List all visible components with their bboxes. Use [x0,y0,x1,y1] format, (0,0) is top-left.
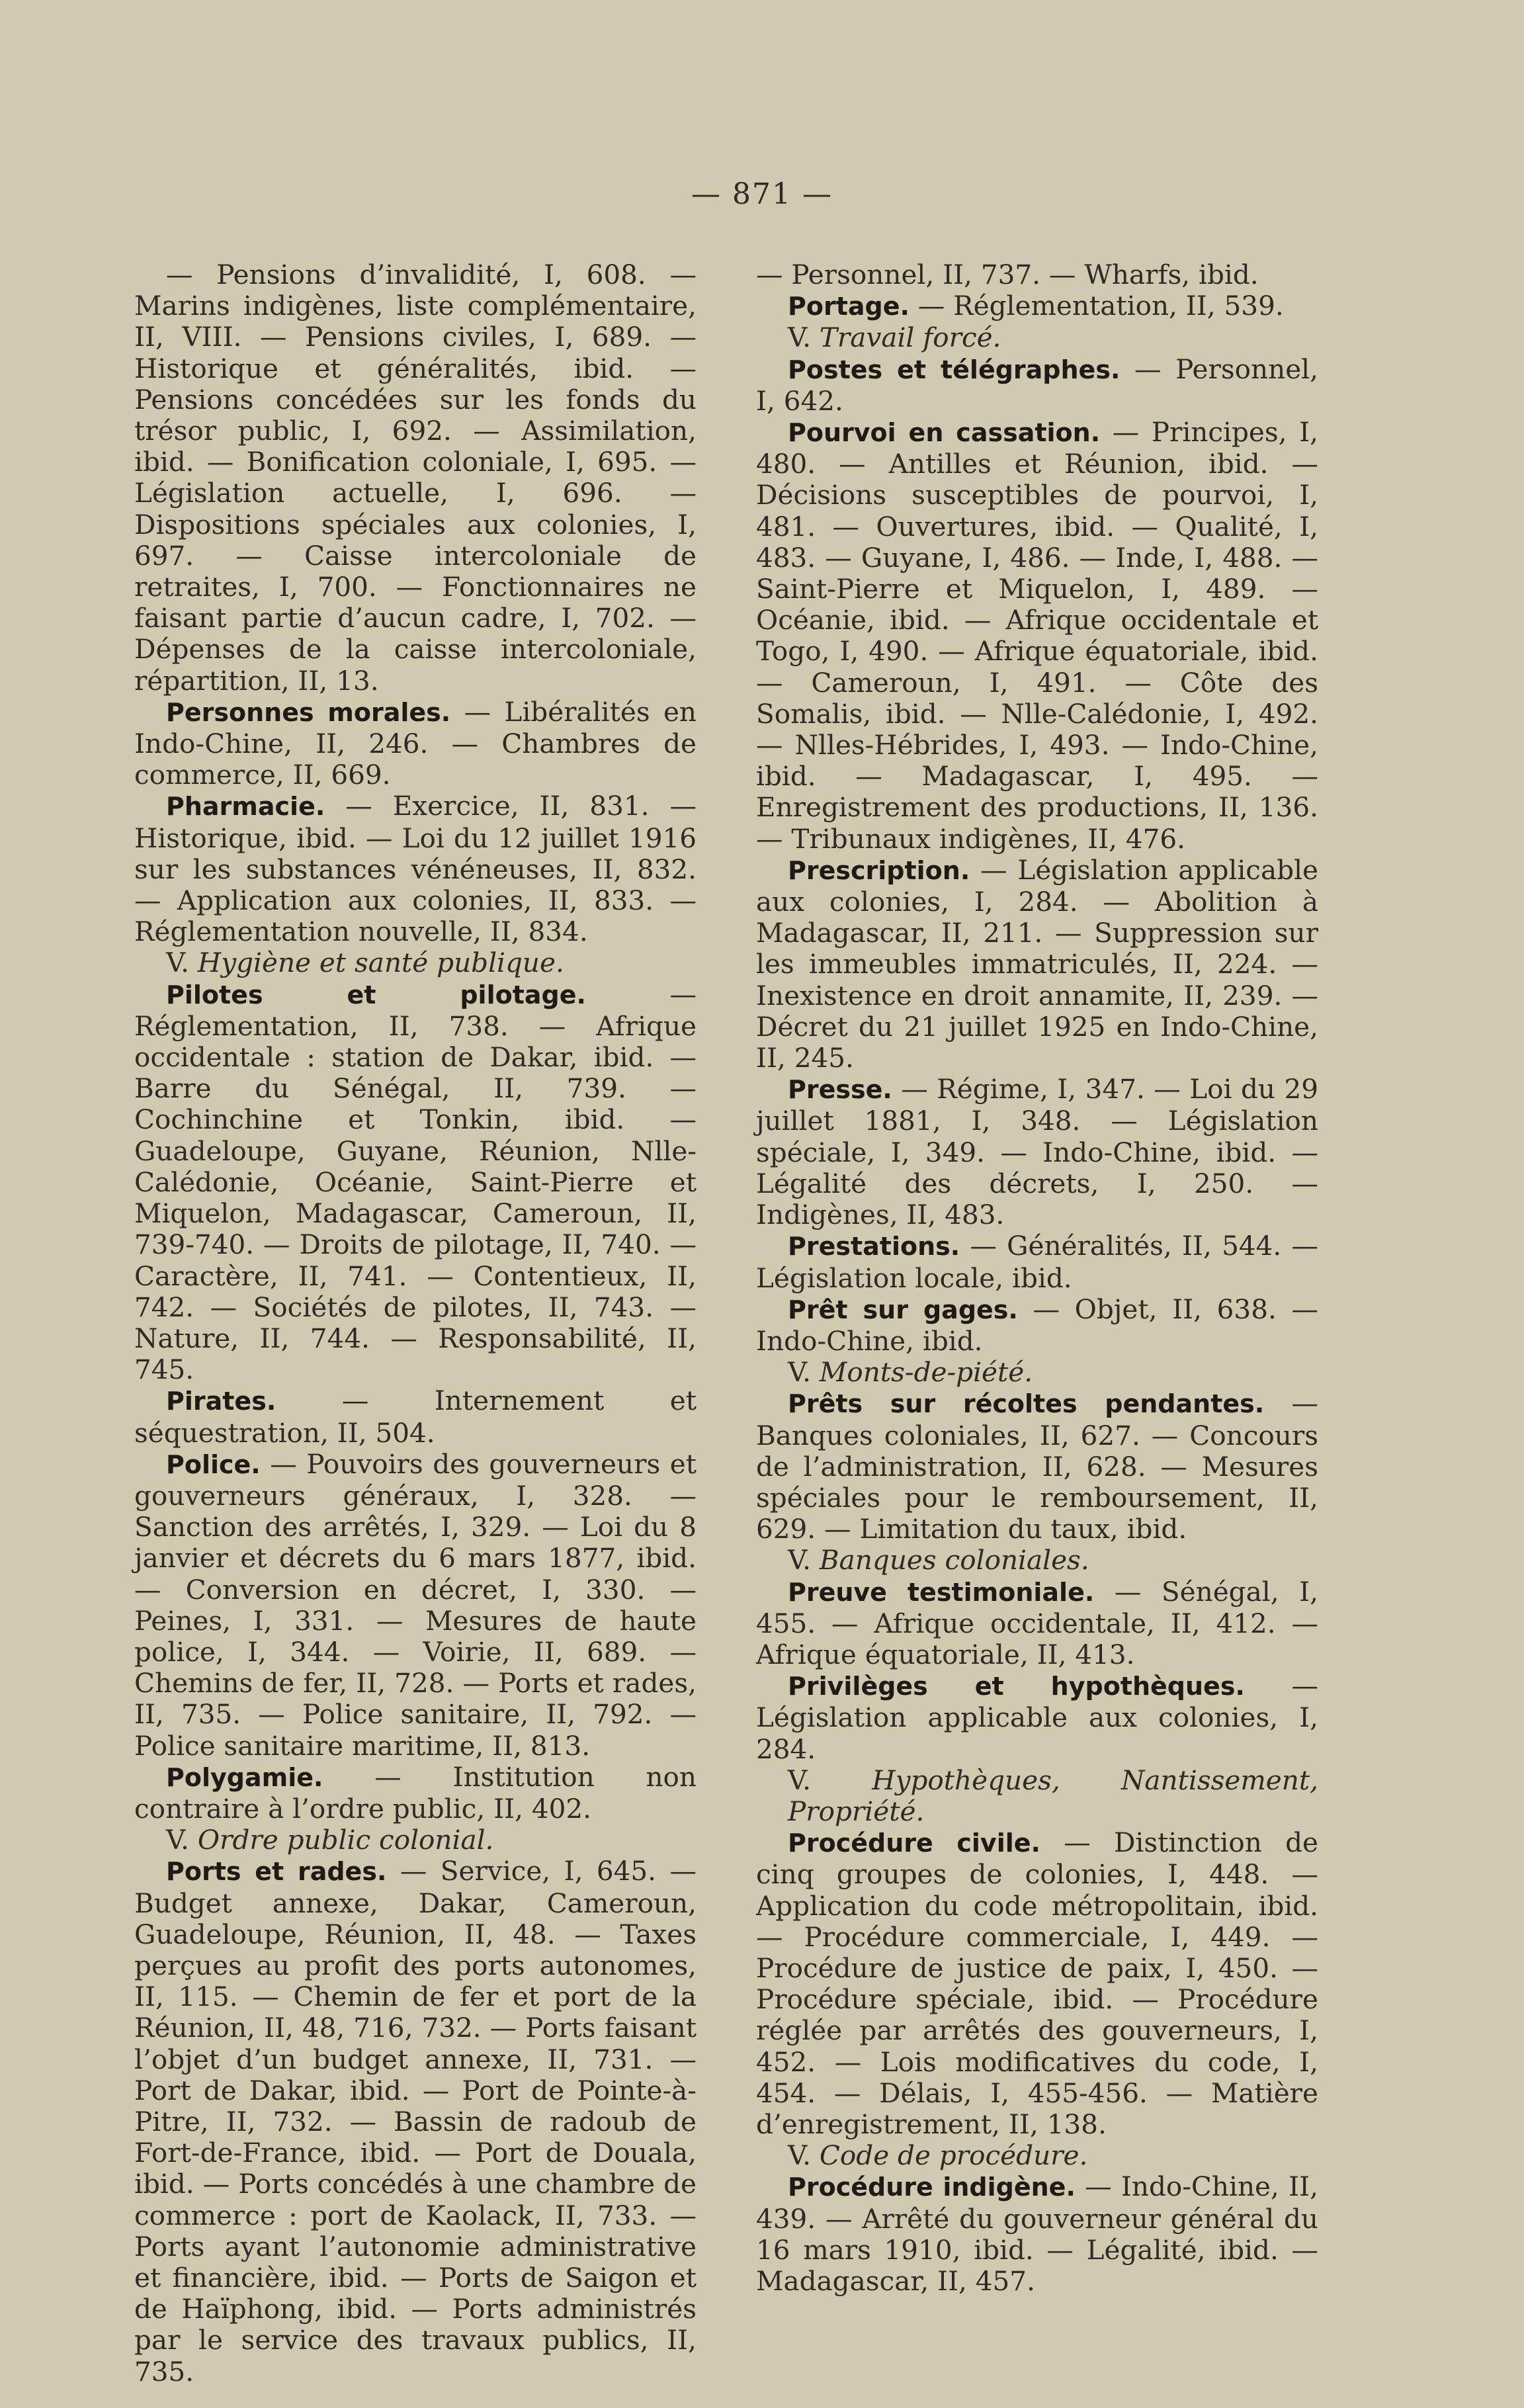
page-number: — 871 — [691,177,833,211]
entry-text: — Institution non contraire à l’ordre public, II, 402. [134,1760,697,1825]
entry-term: Pilotes et pilotage. [166,980,586,1010]
index-entry [134,1856,697,2387]
entry-text: — Libéralités en Indo-Chine, II, 246. — Chambres de commerce, II, 669. [134,695,697,791]
entry-text: — Principes, I, 480. — Antilles et Réunion, ibid. — Décisions susceptibles de pourvoi, I, 481. — Ouvertures, ibid. — Qualité, I, 483. — Guyane, I, 486. — Inde, I, 488. — Saint-Pierre et Miquelon, I, 489. — Océanie, ibid. — Afrique occidentale et Togo, I, 490. — Afrique équatoriale, ibid. — Cameroun, I, 491. — Côte des Somalis, ibid. — Nlle-Calédonie, I, 492. — Nlles-Hébrides, I, 493. — Indo-Chine, ibid. — Madagascar, I, 495. — Enregistrement des productions, II, 136. — Tribunaux indigènes, II, 476. [756,416,1318,855]
see-also [756,1765,1318,1827]
see-also-text: Hygiène et santé publique. [197,947,564,979]
see-also-prefix: V. [788,1356,820,1389]
see-also-prefix: V. [166,947,198,979]
index-entry [756,259,1318,290]
entry-text: — Pensions d’invalidité, I, 608. — Marins indigènes, liste complémentaire, II, VIII. — Pensions civiles, I, 689. — Historique et généralités, ibid. — Pensions concédées sur les fonds du trésor public, I, 692. — Assimilation, ibid. — Bonification coloniale, I, 695. — Législation actuelle, I, 696. — Dispositions spéciales aux colonies, I, 697. — Caisse intercoloniale de retraites, I, 700. — Fonctionnaires ne faisant partie d’aucun cadre, I, 702. — Dépenses de la caisse intercoloniale, répartition, II, 13. [134,259,697,697]
entry-term: Polygamie. [166,1762,323,1792]
index-entry [756,1576,1318,1671]
entry-term: Postes et télégraphes. [788,355,1121,384]
index-entry [756,1827,1318,2140]
entry-text: — Internement et séquestration, II, 504. [134,1385,697,1449]
entry-text: — Exercice, II, 831. — Historique, ibid. — Loi du 12 juillet 1916 sur les substances vénéneuses, II, 832. — Application aux colonies, II, 833. — Réglementation nouvelle, II, 834. [134,790,697,948]
entry-text: — Indo-Chine, II, 439. — Arrêté du gouverneur général du 16 mars 1910, ibid. — Légalité, ibid. — Madagascar, II, 457. [756,2171,1318,2297]
entry-term: Pourvoi en cassation. [788,418,1101,448]
entry-term: Preuve testimoniale. [788,1577,1095,1607]
index-entry [134,979,697,1386]
index-entry [756,855,1318,1074]
see-also-text: Hypothèques, Nantissement, Propriété. [788,1764,1318,1827]
entry-text: — Personnel, II, 737. — Wharfs, ibid. [756,259,1259,290]
entry-term: Procédure indigène. [788,2172,1076,2202]
see-also-prefix: V. [788,2139,820,2172]
entry-term: Pharmacie. [166,792,325,822]
index-entry [134,1449,697,1762]
index-entry [756,417,1318,855]
entry-term: Prestations. [788,1232,960,1262]
entry-text: — Distinction de cinq groupes de colonies, I, 448. — Application du code métropolitain, ibid. — Procédure commerciale, I, 449. — Procédure de justice de paix, I, 450. — Procédure spéciale, ibid. — Procédure réglée par arrêtés des gouverneurs, I, 452. — Lois modificatives du code, I, 454. — Délais, I, 455-456. — Matière d’enregistrement, II, 138. [756,1827,1318,2140]
right-column [756,259,1318,2297]
entry-text: — Réglementation, II, 738. — Afrique occidentale : station de Dakar, ibid. — Barre du Sénégal, II, 739. — Cochinchine et Tonkin, ibid. — Guadeloupe, Guyane, Réunion, Nlle-Calédonie, Océanie, Saint-Pierre et Miquelon, Madagascar, Cameroun, II, 739-740. — Droits de pilotage, II, 740. — Caractère, II, 741. — Contentieux, II, 742. — Sociétés de pilotes, II, 743. — Nature, II, 744. — Responsabilité, II, 745. [134,978,697,1386]
entry-text: — Banques coloniales, II, 627. — Concours de l’administration, II, 628. — Mesures spéciales pour le remboursement, II, 629. — Limitation du taux, ibid. [756,1387,1318,1545]
see-also-prefix: V. [788,1764,872,1796]
entry-term: Ports et rades. [166,1857,387,1887]
entry-text: — Pouvoirs des gouverneurs et gouverneurs généraux, I, 328. — Sanction des arrêtés, I, 329. — Loi du 8 janvier et décrets du 6 mars 1877, ibid. — Conversion en décret, I, 330. — Peines, I, 331. — Mesures de haute police, I, 344. — Voirie, II, 689. — Chemins de fer, II, 728. — Ports et rades, II, 735. — Police sanitaire, II, 792. — Police sanitaire maritime, II, 813. [134,1447,697,1762]
entry-term: Procédure civile. [788,1828,1040,1858]
see-also-prefix: V. [788,1544,820,1576]
index-entry [134,697,697,791]
entry-term: Pirates. [166,1387,276,1416]
entry-text: — Service, I, 645. — Budget annexe, Dakar, Cameroun, Guadeloupe, Réunion, II, 48. — Taxes perçues au profit des ports autonomes, II, 115. — Chemin de fer et port de la Réunion, II, 48, 716, 732. — Ports faisant l’objet d’un budget annexe, II, 731. — Port de Dakar, ibid. — Port de Pointe-à-Pitre, II, 732. — Bassin de radoub de Fort-de-France, ibid. — Port de Douala, ibid. — Ports concédés à une chambre de commerce : port de Kaolack, II, 733. — Ports ayant l’autonomie administrative et financière, ibid. — Ports de Saigon et de Haïphong, ibid. — Ports administrés par le service des travaux publics, II, 735. [134,1855,697,2387]
entry-text: — Régime, I, 347. — Loi du 29 juillet 1881, I, 348. — Législation spéciale, I, 349. — Indo-Chine, ibid. — Légalité des décrets, I, 250. — Indigènes, II, 483. [756,1073,1318,1231]
see-also-text: Monts-de-piété. [819,1356,1033,1389]
see-also-text: Code de procédure. [819,2139,1088,2172]
see-also-text: Travail forcé. [819,322,1001,354]
entry-text: — Réglementation, II, 539. [909,290,1284,322]
index-entry [756,290,1318,322]
index-entry [756,1388,1318,1545]
index-entry [756,354,1318,417]
entry-text: — Sénégal, I, 455. — Afrique occidentale, II, 412. — Afrique équatoriale, II, 413. [756,1575,1318,1670]
see-also-text: Banques coloniales. [819,1544,1089,1576]
entry-term: Privilèges et hypothèques. [788,1672,1245,1701]
see-also [756,322,1318,353]
left-column [134,259,697,2387]
index-entry [134,791,697,947]
entry-text: — Personnel, I, 642. [756,353,1318,417]
index-entry [756,1074,1318,1230]
index-entry [134,259,697,697]
see-also [134,947,697,978]
entry-term: Portage. [788,292,910,322]
see-also [756,2140,1318,2171]
see-also [134,1825,697,1856]
entry-term: Personnes morales. [166,697,451,727]
entry-term: Police. [166,1449,261,1479]
index-entry [756,2171,1318,2297]
see-also [756,1357,1318,1388]
index-entry [756,1670,1318,1765]
entry-term: Prescription. [788,855,970,885]
see-also-prefix: V. [788,322,820,354]
index-entry [756,1294,1318,1357]
entry-text: — Objet, II, 638. — Indo-Chine, ibid. [756,1293,1318,1357]
entry-term: Prêts sur récoltes pendantes. [788,1389,1265,1419]
index-entry [756,1230,1318,1293]
see-also [756,1545,1318,1576]
entry-text: — Généralités, II, 544. — Législation locale, ibid. [756,1230,1318,1294]
entry-term: Prêt sur gages. [788,1295,1018,1324]
entry-text: — Législation applicable aux colonies, I, 284. — Abolition à Madagascar, II, 211. — Suppression sur les immeubles immatriculés, II, 224. — Inexistence en droit annamite, II, 239. — Décret du 21 juillet 1925 en Indo-Chine, II, 245. [756,853,1318,1074]
index-entry [134,1385,697,1448]
index-entry [134,1762,697,1825]
see-also-prefix: V. [166,1824,198,1856]
entry-term: Presse. [788,1075,892,1105]
see-also-text: Ordre public colonial. [197,1824,494,1856]
entry-text: — Législation applicable aux colonies, I, 284. [756,1670,1319,1765]
